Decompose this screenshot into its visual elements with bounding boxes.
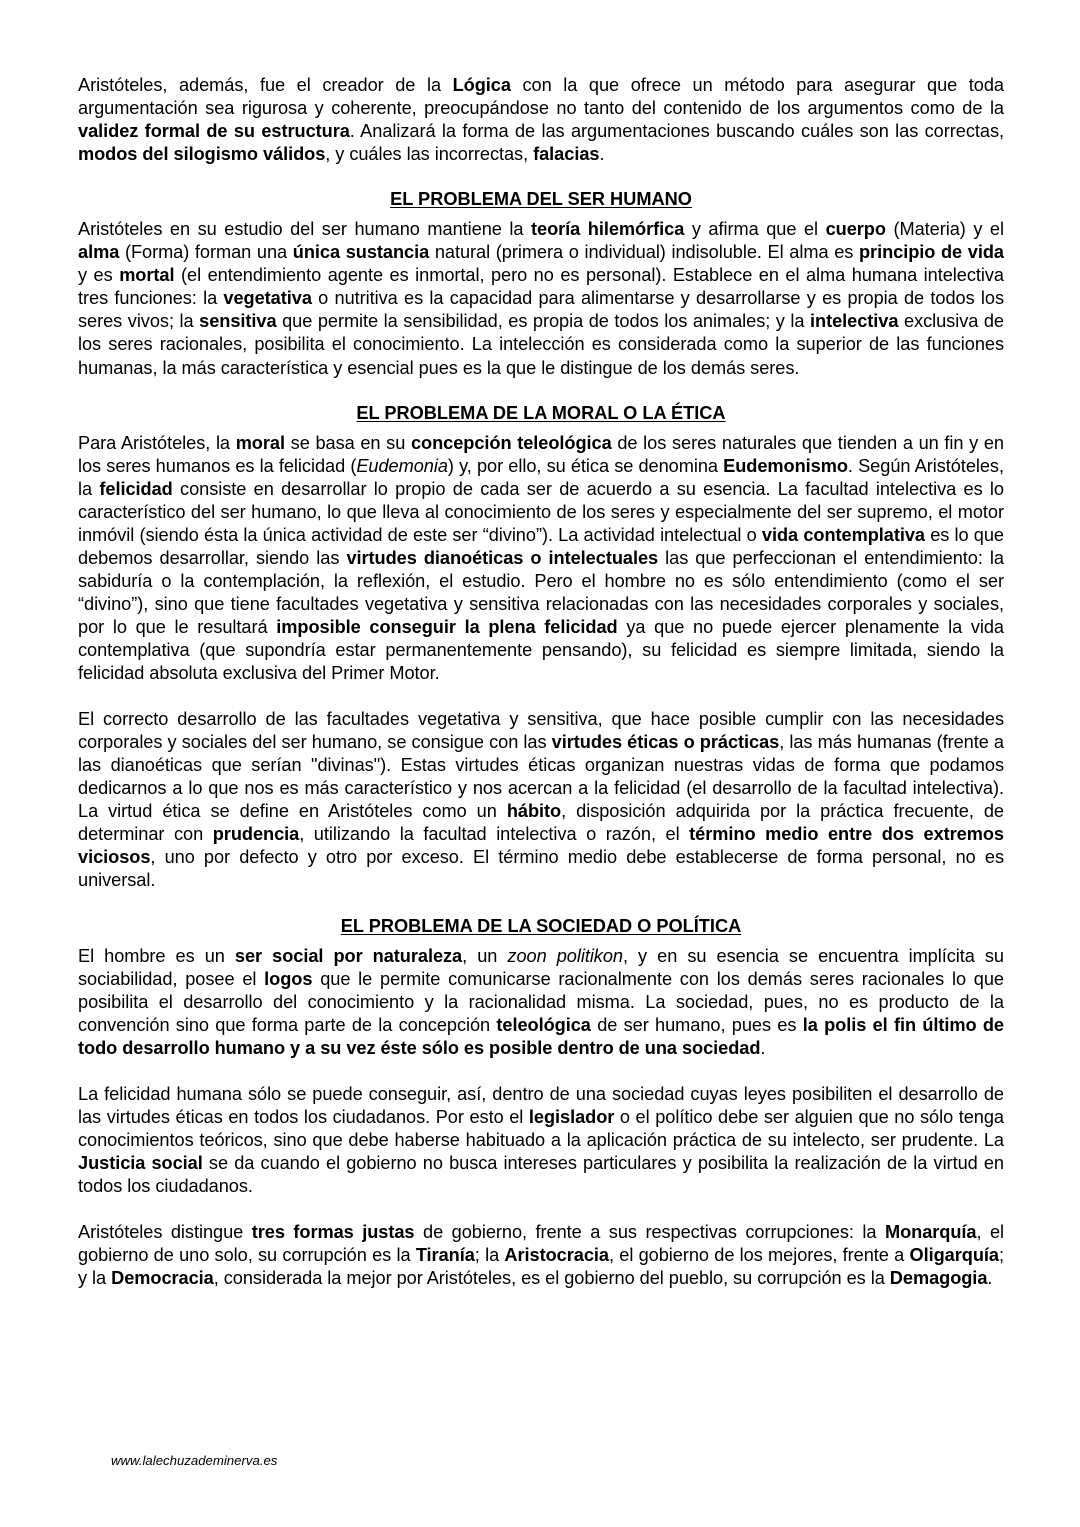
logic-paragraph: Aristóteles, además, fue el creador de la Lógica con la que ofrece un método para asegurar que toda argumentación sea rigurosa y coherente, preocupándose no tanto del contenido de los argumentos como de la validez formal de su estructura. Analizará la forma de las argumentaciones buscando cuáles son las correctas, modos del silogismo válidos, y cuáles las incorrectas, falacias. (78, 75, 1004, 165)
politics-paragraph-2: La felicidad humana sólo se puede conseguir, así, dentro de una sociedad cuyas leyes posibiliten el desarrollo de las virtudes éticas en todos los ciudadanos. Por esto el legislador o el político debe ser alguien que no sólo tenga conocimientos teóricos, sino que debe haberse habituado a la aplicación práctica de su intelecto, ser prudente. La Justicia social se da cuando el gobierno no busca intereses particulares y posibilita la realización de la virtud en todos los ciudadanos. (78, 1083, 1004, 1196)
ethics-paragraph-2: El correcto desarrollo de las facultades vegetativa y sensitiva, que hace posible cumplir con las necesidades corporales y sociales del ser humano, se consigue con las virtudes éticas o prácticas, las más humanas (frente a las dianoéticas que serían "divinas"). Estas virtudes éticas organizan nuestras vidas de forma que podamos dedicarnos a lo que nos es más característico y nos acercan a la felicidad (el desarrollo de la facultad intelectiva). La virtud ética se define en Aristóteles como un hábito, disposición adquirida por la práctica frecuente, de determinar con prudencia, utilizando la facultad intelectiva o razón, el término medio entre dos extremos viciosos, uno por defecto y otro por exceso. El término medio debe establecerse de forma personal, no es universal. (78, 709, 1005, 891)
heading-politics: EL PROBLEMA DE LA SOCIEDAD O POLÍTICA (340, 915, 742, 936)
heading-human: EL PROBLEMA DEL SER HUMANO (390, 189, 692, 210)
ethics-paragraph-1: Para Aristóteles, la moral se basa en su concepción teleológica de los seres naturales que tienden a un fin y en los seres humanos es la felicidad (Eudemonia) y, por ello, su ética se denomina Eudemonismo. Según Aristóteles, la felicidad consiste en desarrollar lo propio de cada ser de acuerdo a su esencia. La facultad intelectiva es lo característico del ser humano, lo que lleva al conocimiento de los seres y especialmente del ser supremo, el motor inmóvil (siendo ésta la única actividad de este ser “divino”). La actividad intelectual o vida contemplativa es lo que debemos desarrollar, siendo las virtudes dianoéticas o intelectuales las que perfeccionan el entendimiento: la sabiduría o la contemplación, la reflexión, el estudio. Pero el hombre no es sólo entendimiento (como el ser “divino”), sino que tiene facultades vegetativa y sensitiva relacionadas con las necesidades corporales y sociales, por lo que le resultará imposible conseguir la plena felicidad ya que no puede ejercer plenamente la vida contemplativa (que supondría estar permanentemente pensando), su felicidad es siempre limitada, siendo la felicidad absoluta exclusiva del Primer Motor. (78, 432, 1004, 684)
politics-paragraph-1: El hombre es un ser social por naturaleza, un zoon politikon, y en su esencia se encuentra implícita su sociabilidad, posee el logos que le permite comunicarse racionalmente con los demás seres racionales lo que posibilita el desarrollo del conocimiento y la racionalidad misma. La sociedad, pues, no es producto de la convención sino que forma parte de la concepción teleológica de ser humano, pues es la polis el fin último de todo desarrollo humano y a su vez éste sólo es posible dentro de una sociedad. (78, 945, 1004, 1058)
heading-ethics: EL PROBLEMA DE LA MORAL O LA ÉTICA (356, 402, 726, 423)
politics-paragraph-3: Aristóteles distingue tres formas justas de gobierno, frente a sus respectivas corrupciones: la Monarquía, el gobierno de uno solo, su corrupción es la Tiranía; la Aristocracia, el gobierno de los mejores, frente a Oligarquía; y la Democracia, considerada la mejor por Aristóteles, es el gobierno del pueblo, su corrupción es la Demagogia. (78, 1222, 1005, 1289)
human-paragraph: Aristóteles en su estudio del ser humano mantiene la teoría hilemórfica y afirma que el cuerpo (Materia) y el alma (Forma) forman una única sustancia natural (primera o individual) indisoluble. El alma es principio de vida y es mortal (el entendimiento agente es inmortal, pero no es personal). Establece en el alma humana intelectiva tres funciones: la vegetativa o nutritiva es la capacidad para alimentarse y desarrollarse y es propia de todos los seres vivos; la sensitiva que permite la sensibilidad, es propia de todos los animales; y la intelectiva exclusiva de los seres racionales, posibilita el conocimiento. La intelección es considerada como la superior de las funciones humanas, la más característica y esencial pues es la que le distingue de los demás seres. (78, 219, 1005, 378)
footer-url: www.lalechuzademinerva.es (111, 1453, 278, 1468)
document-page (78, 74, 1004, 1290)
